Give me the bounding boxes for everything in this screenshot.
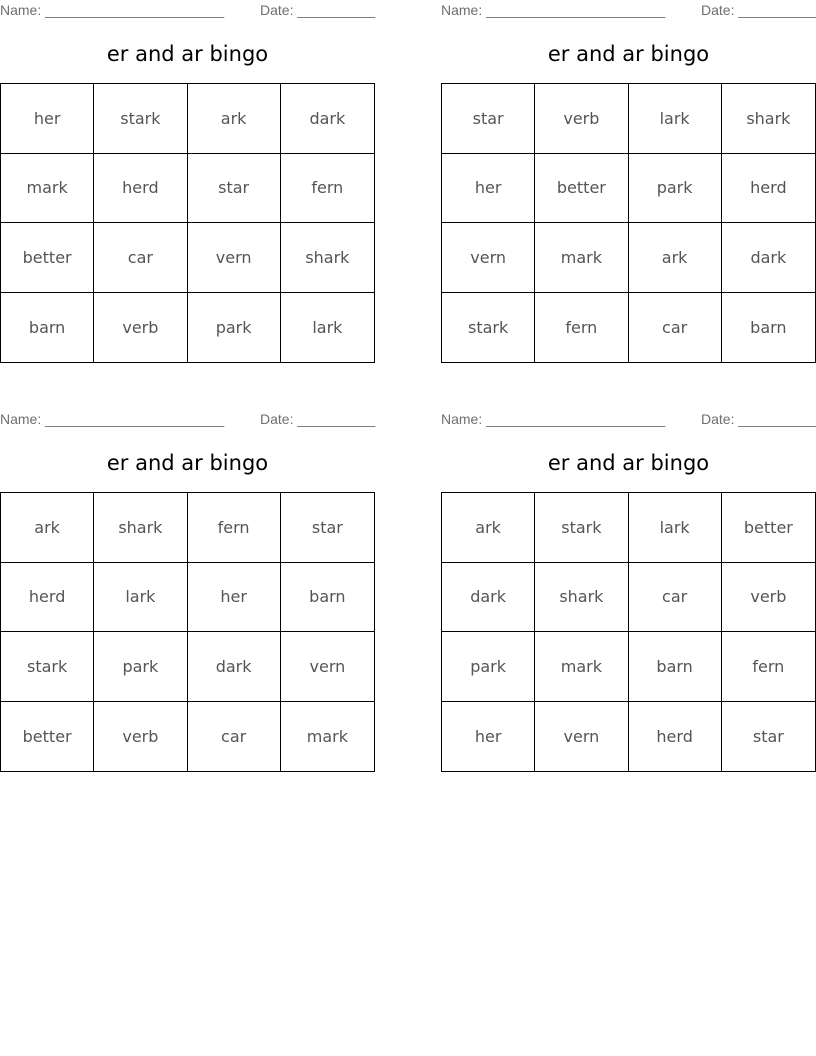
date-field-label: Date: __________ (701, 2, 816, 18)
bingo-cell: verb (722, 563, 815, 633)
bingo-grid (441, 83, 816, 363)
bingo-cell: barn (281, 563, 374, 633)
bingo-cell: vern (281, 632, 374, 702)
bingo-cell: herd (629, 702, 722, 772)
bingo-cell: her (442, 154, 535, 224)
bingo-cell: stark (535, 493, 628, 563)
bingo-cell: shark (535, 563, 628, 633)
bingo-cell: fern (188, 493, 281, 563)
name-date-row (441, 411, 816, 429)
card-title: er and ar bingo (106, 42, 269, 66)
bingo-cell: shark (722, 84, 815, 154)
bingo-cell: herd (722, 154, 815, 224)
bingo-cell: better (535, 154, 628, 224)
name-field-label: Name: _______________________ (441, 411, 666, 427)
bingo-grid (0, 83, 375, 363)
bingo-cell: park (94, 632, 187, 702)
bingo-grid (0, 492, 375, 772)
bingo-cell: dark (722, 223, 815, 293)
bingo-cell: car (629, 293, 722, 363)
bingo-cell: lark (629, 84, 722, 154)
bingo-cell: verb (94, 293, 187, 363)
name-date-row (0, 2, 375, 20)
bingo-cell: lark (312, 317, 343, 337)
bingo-cell: herd (94, 154, 187, 224)
bingo-cell: park (442, 632, 535, 702)
bingo-cell: barn (750, 317, 787, 337)
bingo-cell: mark (535, 223, 628, 293)
name-field-label: Name: _______________________ (0, 411, 225, 427)
bingo-cell: barn (1, 293, 94, 363)
bingo-cell: barn (629, 632, 722, 702)
name-date-row (441, 2, 816, 20)
bingo-cell: fern (281, 154, 374, 224)
bingo-cell: her (442, 702, 535, 772)
bingo-cell: better (1, 223, 94, 293)
name-date-row (0, 411, 375, 429)
bingo-cell: her (1, 84, 94, 154)
bingo-cell: ark (442, 493, 535, 563)
bingo-cell: better (722, 493, 815, 563)
card-title: er and ar bingo (547, 451, 710, 475)
bingo-cell: verb (535, 84, 628, 154)
date-field-label: Date: __________ (260, 411, 376, 427)
bingo-cell: stark (442, 293, 535, 363)
bingo-cell: star (188, 154, 281, 224)
date-field-label: Date: __________ (701, 411, 816, 427)
bingo-cell: star (752, 726, 784, 746)
bingo-cell: vern (188, 223, 281, 293)
bingo-cell: her (188, 563, 281, 633)
bingo-cell: dark (188, 632, 281, 702)
bingo-cell: better (1, 702, 94, 772)
bingo-cell: lark (629, 493, 722, 563)
bingo-cell: ark (629, 223, 722, 293)
bingo-cell: park (188, 293, 281, 363)
name-field-label: Name: _______________________ (0, 2, 225, 18)
bingo-cell: car (188, 702, 281, 772)
date-field-label: Date: __________ (260, 2, 376, 18)
bingo-cell: vern (442, 223, 535, 293)
bingo-cell: star (442, 84, 535, 154)
bingo-cell: fern (722, 632, 815, 702)
bingo-cell: shark (281, 223, 374, 293)
bingo-cell: park (629, 154, 722, 224)
bingo-cell: mark (1, 154, 94, 224)
bingo-cell: vern (535, 702, 628, 772)
bingo-cell: car (94, 223, 187, 293)
bingo-cell: ark (188, 84, 281, 154)
bingo-cell: shark (94, 493, 187, 563)
bingo-cell: herd (1, 563, 94, 633)
bingo-cell: mark (306, 726, 348, 746)
bingo-cell: fern (535, 293, 628, 363)
bingo-cell: verb (94, 702, 187, 772)
card-title: er and ar bingo (547, 42, 710, 66)
bingo-cell: dark (281, 84, 374, 154)
card-title: er and ar bingo (106, 451, 269, 475)
name-field-label: Name: _______________________ (441, 2, 666, 18)
bingo-cell: lark (94, 563, 187, 633)
bingo-grid (441, 492, 816, 772)
bingo-cell: dark (442, 563, 535, 633)
bingo-cell: car (629, 563, 722, 633)
bingo-cell: ark (1, 493, 94, 563)
bingo-cell: star (281, 493, 374, 563)
bingo-cell: mark (535, 632, 628, 702)
bingo-cell: stark (1, 632, 94, 702)
bingo-cell: stark (94, 84, 187, 154)
